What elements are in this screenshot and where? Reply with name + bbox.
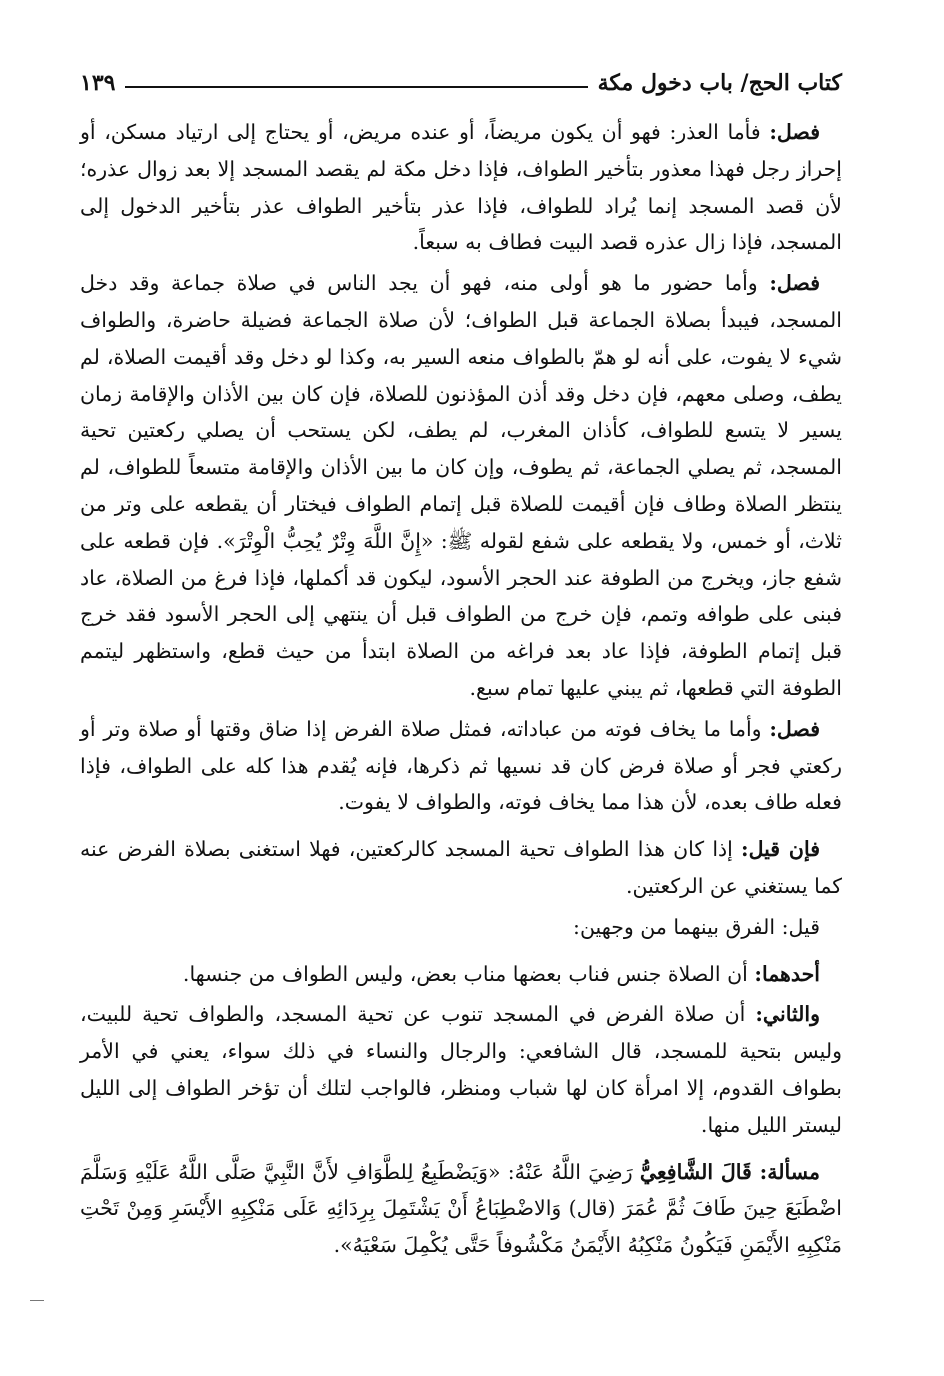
paragraph-text: أن صلاة الفرض في المسجد تنوب عن تحية المسجد، والطواف تحية للبيت، وليس بتحية للمسجد، قال الشافعي: والرجال والنساء في ذلك سواء، يعني في الأمر بطواف القدوم، إلا امرأة كان لها شباب ومنظر، فالواجب لتلك أن تؤخر الطواف إلى الليل ليستر الليل منها. [80, 1002, 842, 1137]
header-rule [125, 86, 587, 88]
paragraph-answer [80, 909, 842, 946]
book-page [80, 62, 842, 1268]
paragraph-text: وأما ما يخاف فوته من عباداته، فمثل صلاة الفرض إذا ضاق وقتها أو صلاة وتر أو ركعتي فجر أو صلاة فرض كان قد نسيها ثم ذكرها، فإنه يُقدم هذا كله على الطواف، فإذا فعله طاف بعده، لأن هذا مما يخاف فوته، والطواف لا يفوت. [80, 716, 842, 815]
imam-quote: «وَيَضْطَبِعُ لِلطَّوَافِ لأَنَّ النَّبِيَّ صَلَّى اللَّهُ عَلَيْهِ وَسَلَّمَ اضْطَبَعَ حِينَ طَافَ ثُمَّ عُمَرَ (قال) وَالاضْطِبَاعُ أَنْ يَشْتَمِلَ بِرِدَائِهِ عَلَى مَنْكِبِهِ الأَيْسَرِ وَمِنْ تَحْتِ مَنْكِبِهِ الأَيْمَنِ فَيَكُونُ مَنْكِبُهُ الأَيْمَنُ مَكْشُوفاً حَتَّى يُكْمِلَ سَعْيَهُ» [80, 1159, 842, 1258]
paragraph-text: رَضِيَ اللَّهُ عَنْهُ: [500, 1159, 640, 1184]
paragraph-text-continued: . فإن قطعه على شفع جاز، ويخرج من الطوفة عند الحجر الأسود، ليكون قد أكملها، فإذا فرغ من الصلاة، عاد فبنى على طوافه وتمم، فإن خرج من الطواف قبل أن ينتهي إلى الحجر الأسود فقد خرج قبل إتمام الطوفة، فإذا عاد بعد فراغه من الصلاة ابتدأ من حيث قطع، واستظهر ليتمم الطوفة التي قطعها، ثم يبني عليها تمام سبع. [80, 528, 842, 700]
running-title: كتاب الحج/ باب دخول مكة [597, 70, 842, 96]
paragraph-text: وأما حضور ما هو أولى منه، فهو أن يجد الناس في صلاة جماعة وقد دخل المسجد، فيبدأ بصلاة الجماعة قبل الطواف؛ لأن صلاة الجماعة فضيلة حاضرة، والطواف شيء لا يفوت، على أنه لو همّ بالطواف منعه السير به، وكذا لو دخل وقد أقيمت الصلاة، لم يطف، وصلى معهم، فإن دخل وقد أذن المؤذنون للصلاة، فإن كان بين الأذان والإقامة زمان يسير لا يتسع للطواف، كأذان المغرب، لم يطف، لكن يستحب أن يصلي ركعتين تحية المسجد، ثم يصلي الجماعة، ثم يطوف، وإن كان ما بين الأذان والإقامة متسعاً للطواف، لم ينتظر الصلاة وطاف فإن أقيمت للصلاة قبل إتمام الطواف فيختار أن يقطعه على وتر من ثلاث، أو خمس، ولا يقطعه على شفع لقوله ﷺ: [80, 271, 842, 553]
section-label: فصل: [769, 120, 820, 144]
paragraph-objection [80, 831, 842, 905]
paragraph-missed-worship [80, 711, 842, 821]
margin-mark [30, 1300, 44, 1301]
section-label: مسألة: قَالَ الشَّافِعِيُّ [639, 1159, 820, 1184]
paragraph-text: أن الصلاة جنس فناب بعضها مناب بعض، وليس الطواف من جنسها. [182, 961, 755, 986]
section-label: فإن قيل: [741, 837, 820, 862]
section-label: والثاني: [755, 1002, 820, 1027]
paragraph-text-continued: . [333, 1233, 341, 1258]
section-label: فصل: [769, 716, 820, 741]
running-header [80, 62, 842, 104]
paragraph-excuse [80, 114, 842, 261]
hadith-quote: «إِنَّ اللَّهَ وِتْرٌ يُحِبُّ الْوِتْرَ» [223, 528, 434, 553]
paragraph-text: إذا كان هذا الطواف تحية المسجد كالركعتين، فهلا استغنى بصلاة الفرض عنه كما يستغني عن الركعتين. [80, 837, 842, 898]
paragraph-first-reason [80, 956, 842, 993]
section-label: فصل: [769, 271, 820, 296]
paragraph-text: قيل: الفرق بينهما من وجهين: [573, 914, 820, 939]
paragraph-issue [80, 1154, 842, 1264]
paragraph-second-reason [80, 996, 842, 1143]
page-number: ١٣٩ [80, 70, 116, 96]
section-label: أحدهما: [754, 961, 820, 986]
paragraph-priority [80, 265, 842, 707]
paragraph-text: فأما العذر: فهو أن يكون مريضاً، أو عنده مريض، أو يحتاج إلى ارتياد مسكن، أو إحراز رجل فهذا معذور بتأخير الطواف، فإذا دخل مكة لم يقصد المسجد إلا بعد زوال عذره؛ لأن قصد المسجد إنما يُراد للطواف، فإذا عذر بتأخير الطواف عذر بتأخير الدخول إلى المسجد، فإذا زال عذره قصد البيت فطاف به سبعاً. [80, 120, 842, 255]
page-body [80, 114, 842, 1264]
